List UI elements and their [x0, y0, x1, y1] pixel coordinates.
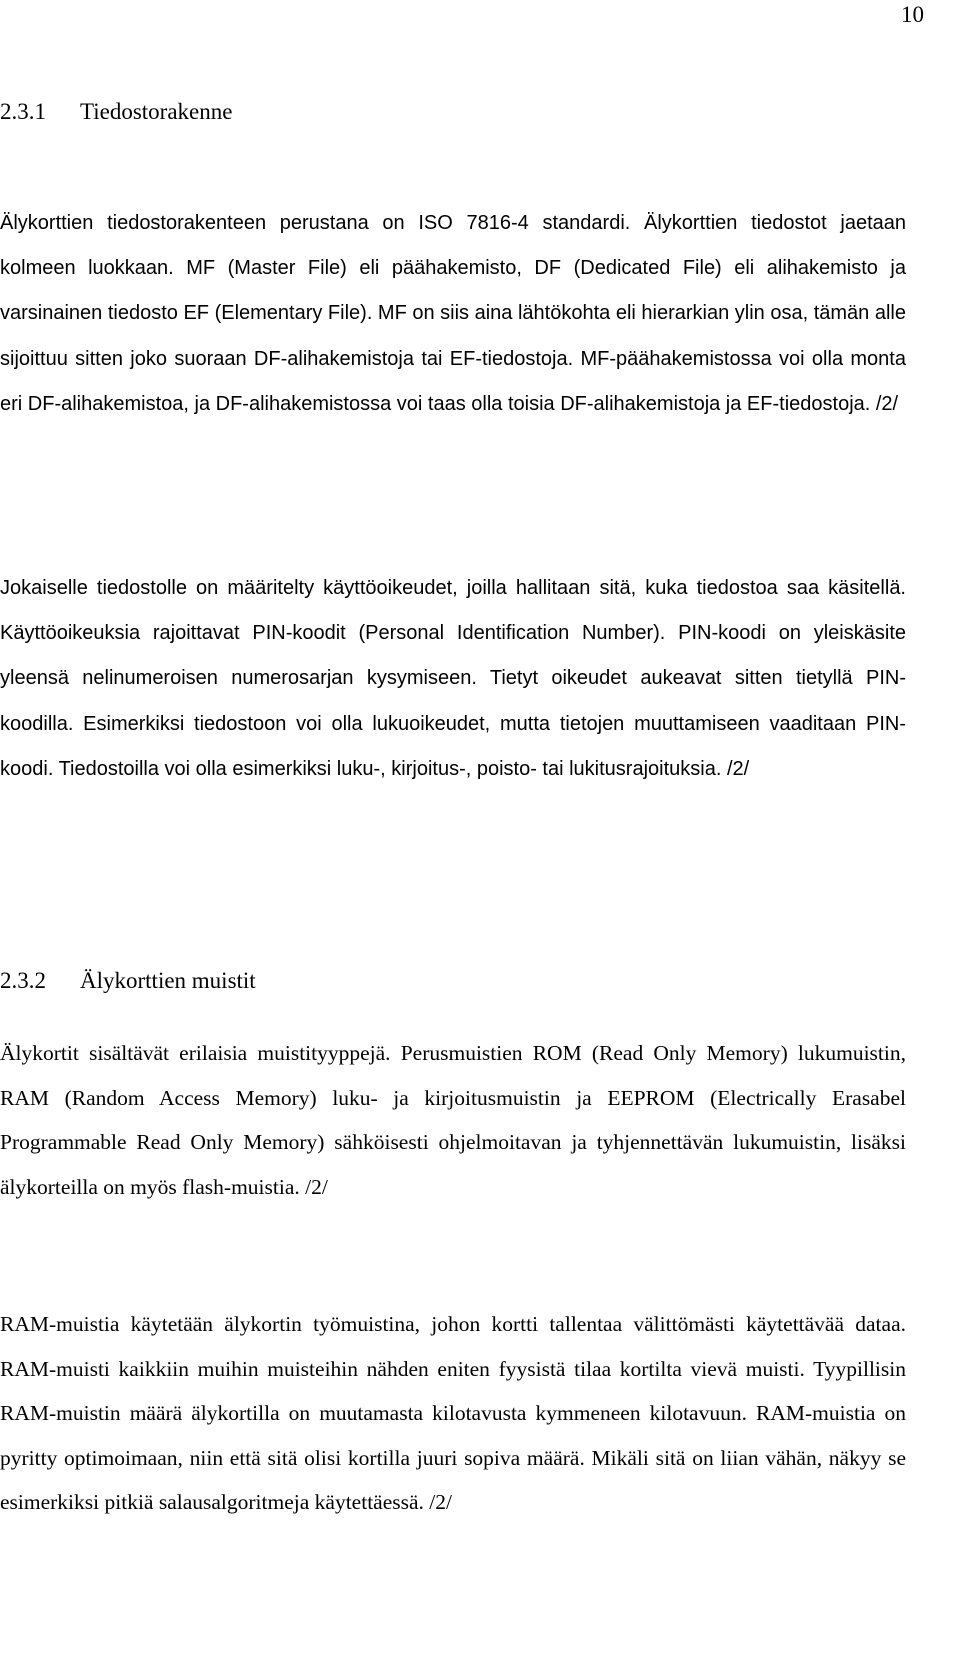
section-number: 2.3.1	[0, 99, 46, 124]
section-title: Tiedostorakenne	[80, 99, 233, 124]
section-heading-muistit	[0, 968, 256, 994]
paragraph-access-rights: Jokaiselle tiedostolle on määritelty käyttöoikeudet, joilla hallitaan sitä, kuka tiedostoa saa käsitellä. Käyttöoikeuksia rajoittavat PIN-koodit (Personal Identification Number). PIN-koodi on yleiskäsite yleensä nelinumeroisen numerosarjan kysymiseen. Tietyt oikeudet aukeavat sitten tietyllä PIN-koodilla. Esimerkiksi tiedostoon voi olla lukuoikeudet, mutta tietojen muuttamiseen vaaditaan PIN-koodi. Tiedostoilla voi olla esimerkiksi luku-, kirjoitus-, poisto- tai lukitusrajoituksia. /2/	[0, 577, 906, 780]
section-heading-tiedostorakenne	[0, 99, 232, 125]
section-number: 2.3.2	[0, 968, 46, 993]
paragraph-memory-types: Älykortit sisältävät erilaisia muistityyppejä. Perusmuistien ROM (Read Only Memory) lukumuistin, RAM (Random Access Memory) luku- ja kirjoitusmuistin ja EEPROM (Electrically Erasabel Programmable Read Only Memory) sähköisesti ohjelmoitavan ja tyhjennettävän lukumuistin, lisäksi älykorteilla on myös flash-muistia. /2/	[0, 1041, 906, 1199]
paragraph-ram-memory: RAM-muistia käytetään älykortin työmuistina, johon kortti tallentaa välittömästi käytettävää dataa. RAM-muisti kaikkiin muihin muisteihin nähden eniten fyysistä tilaa kortilta vievä muisti. Tyypillisin RAM-muistin määrä älykortilla on muutamasta kilotavusta kymmeneen kilotavuun. RAM-muistia on pyritty optimoimaan, niin että sitä olisi kortilla juuri sopiva määrä. Mikäli sitä on liian vähän, näkyy se esimerkiksi pitkiä salausalgoritmeja käytettäessä. /2/	[0, 1312, 906, 1515]
page-number: 10	[901, 2, 924, 27]
section-title: Älykorttien muistit	[80, 968, 256, 993]
paragraph-file-structure: Älykorttien tiedostorakenteen perustana on ISO 7816-4 standardi. Älykorttien tiedostot jaetaan kolmeen luokkaan. MF (Master File) eli päähakemisto, DF (Dedicated File) eli alihakemisto ja varsinainen tiedosto EF (Elementary File). MF on siis aina lähtökohta eli hierarkian ylin osa, tämän alle sijoittuu sitten joko suoraan DF-alihakemistoja tai EF-tiedostoja. MF-päähakemistossa voi olla monta eri DF-alihakemistoa, ja DF-alihakemistossa voi taas olla toisia DF-alihakemistoja ja EF-tiedostoja. /2/	[0, 212, 906, 415]
